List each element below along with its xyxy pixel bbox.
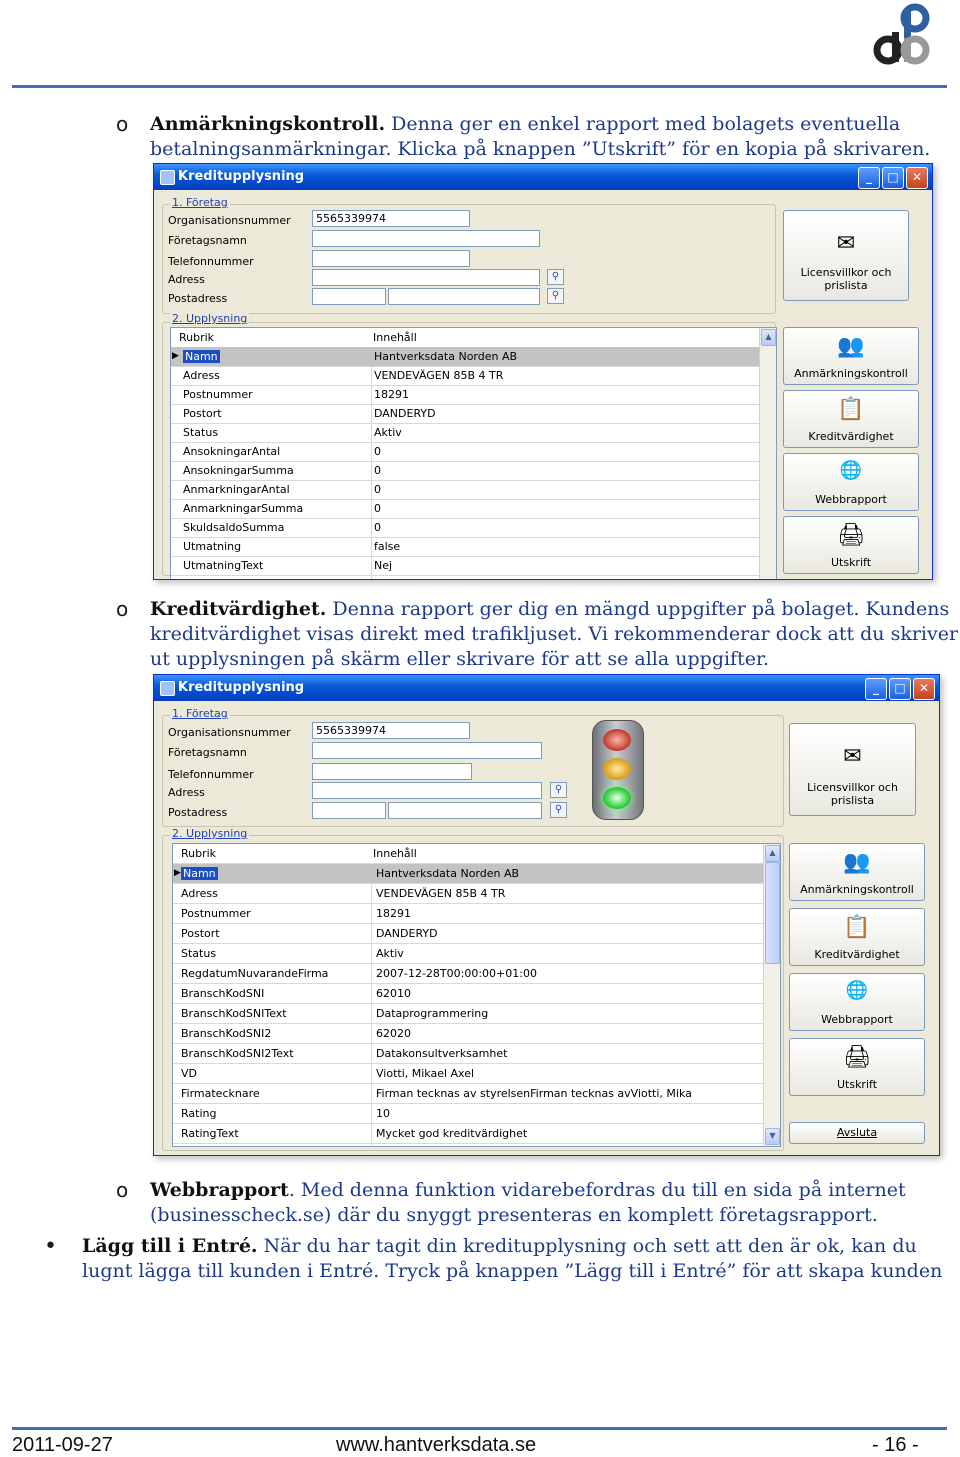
org-number-label: Organisationsnummer bbox=[168, 214, 291, 227]
col-innehall: Innehåll bbox=[373, 331, 417, 344]
printer-icon: 🖨 bbox=[837, 523, 865, 548]
postal-lookup-icon[interactable]: ⚲ bbox=[550, 802, 567, 818]
company-name-label: Företagsnamn bbox=[168, 746, 247, 759]
people-icon: 👥 bbox=[843, 850, 871, 875]
scroll-thumb[interactable] bbox=[765, 862, 780, 964]
paragraph-text: kreditvärdighet visas direkt med trafikljuset. Vi rekommenderar dock att du skriver bbox=[150, 623, 959, 645]
avsluta-button[interactable]: Avsluta bbox=[789, 1122, 925, 1144]
scroll-down-icon[interactable]: ▼ bbox=[765, 1128, 780, 1145]
address-label: Adress bbox=[168, 273, 205, 286]
maximize-button[interactable]: □ bbox=[882, 167, 904, 189]
address-field[interactable] bbox=[312, 782, 542, 799]
phone-label: Telefonnummer bbox=[168, 255, 254, 268]
app-icon bbox=[160, 681, 175, 696]
paragraph-text: . Med denna funktion vidarebefordras du till en sida på internet bbox=[288, 1179, 906, 1201]
globe-icon: 🌐 bbox=[845, 980, 869, 1001]
anmarkningskontroll-button[interactable]: 👥 Anmärkningskontroll bbox=[783, 327, 919, 385]
close-button[interactable]: ✕ bbox=[906, 167, 928, 189]
paragraph-kreditvardighet bbox=[150, 597, 960, 672]
footer-rule bbox=[12, 1427, 947, 1430]
anmarkningskontroll-button[interactable]: 👥 Anmärkningskontroll bbox=[789, 843, 925, 901]
table-row[interactable]: RegdatumNuvarandeFirma 2007-12-28T00:00:00+01:00 bbox=[173, 964, 763, 984]
company-name-field[interactable] bbox=[312, 230, 540, 247]
paragraph-lagg-till bbox=[82, 1234, 952, 1284]
phone-field[interactable] bbox=[312, 250, 470, 267]
paragraph-text: ut upplysningen på skärm eller skrivare för att se alla uppgifter. bbox=[150, 648, 770, 670]
table-row-selected[interactable]: ▶ Namn Hantverksdata Norden AB bbox=[173, 864, 763, 884]
window-title: Kreditupplysning bbox=[178, 169, 305, 184]
row-pointer-icon: ▶ bbox=[172, 351, 179, 361]
grid-scrollbar[interactable] bbox=[759, 328, 776, 580]
heading-lagg-till: Lägg till i Entré. bbox=[82, 1235, 258, 1257]
table-row[interactable]: BranschKodSNI 62010 bbox=[173, 984, 763, 1004]
window-titlebar bbox=[154, 675, 939, 701]
table-row[interactable]: Postnummer 18291 bbox=[173, 904, 763, 924]
footer-url[interactable]: www.hantverksdata.se bbox=[336, 1434, 537, 1456]
header-rule bbox=[12, 85, 947, 88]
table-row[interactable]: Adress VENDEVÄGEN 85B 4 TR bbox=[173, 884, 763, 904]
col-innehall: Innehåll bbox=[373, 847, 417, 860]
paragraph-text: lugnt lägga till kunden i Entré. Tryck på knappen ”Lägg till i Entré” för att skapa kunden bbox=[82, 1260, 943, 1282]
bullet-dot: • bbox=[44, 1234, 57, 1259]
grid-header bbox=[173, 844, 780, 864]
table-row[interactable]: AnsokningarAntal 0 bbox=[171, 442, 759, 462]
bullet-o-2: o bbox=[116, 597, 129, 621]
table-row[interactable]: Postort DANDERYD bbox=[171, 404, 759, 424]
kreditvardighet-button[interactable]: 📋 Kreditvärdighet bbox=[783, 390, 919, 448]
table-row[interactable]: Rating 10 bbox=[173, 1104, 763, 1124]
bullet-o-1: o bbox=[116, 112, 129, 136]
table-row[interactable]: Postnummer 18291 bbox=[171, 385, 759, 405]
paragraph-anmarkning bbox=[150, 112, 950, 162]
row-pointer-icon: ▶ bbox=[174, 868, 181, 878]
heading-webbrapport: Webbrapport bbox=[150, 1179, 289, 1201]
footer-date: 2011-09-27 bbox=[12, 1434, 113, 1456]
table-row[interactable]: BranschKodSNI2Text Datakonsultverksamhet bbox=[173, 1044, 763, 1064]
heading-kreditvardighet: Kreditvärdighet. bbox=[150, 598, 327, 620]
envelope-icon: ✉ bbox=[843, 744, 862, 769]
yellow-lamp bbox=[603, 758, 631, 780]
org-number-label: Organisationsnummer bbox=[168, 726, 291, 739]
bullet-o-3: o bbox=[116, 1178, 129, 1202]
table-row[interactable]: Status Aktiv bbox=[171, 423, 759, 443]
table-row[interactable]: RatingText Mycket god kreditvärdighet bbox=[173, 1124, 763, 1144]
upplysning-group-label: 2. Upplysning bbox=[172, 312, 248, 325]
col-rubrik: Rubrik bbox=[181, 847, 217, 860]
table-row[interactable]: Status Aktiv bbox=[173, 944, 763, 964]
postal-code-field[interactable] bbox=[312, 288, 386, 305]
paragraph-webbrapport bbox=[150, 1178, 950, 1228]
minimize-button[interactable]: _ bbox=[865, 678, 887, 700]
report-icon: 📋 bbox=[843, 915, 871, 940]
webbrapport-button[interactable]: 🌐 Webbrapport bbox=[783, 453, 919, 511]
org-number-field[interactable]: 5565339974 bbox=[312, 210, 470, 227]
licensvillkor-button[interactable]: ✉ Licensvillkor och prislista bbox=[789, 723, 916, 816]
postal-address-label: Postadress bbox=[168, 292, 228, 305]
kreditupplysning-window-1 bbox=[153, 163, 933, 580]
company-logo bbox=[868, 2, 932, 68]
report-icon: 📋 bbox=[837, 397, 865, 422]
table-row[interactable]: Postort DANDERYD bbox=[173, 924, 763, 944]
table-row[interactable]: Firmatecknare Firman tecknas av styrelsenFirman tecknas avViotti, Mika bbox=[173, 1084, 763, 1104]
address-field[interactable] bbox=[312, 269, 540, 286]
table-row[interactable]: Utmatning false bbox=[171, 537, 759, 557]
scroll-up-icon[interactable]: ▲ bbox=[765, 845, 780, 862]
table-row[interactable]: AnsokningarSumma 0 bbox=[171, 461, 759, 481]
postal-address-label: Postadress bbox=[168, 806, 228, 819]
upplysning-group-label: 2. Upplysning bbox=[172, 827, 248, 840]
green-lamp bbox=[603, 787, 631, 809]
paragraph-text: Denna ger en enkel rapport med bolagets eventuella bbox=[385, 113, 901, 135]
kreditupplysning-window-2 bbox=[153, 674, 940, 1156]
upplysning-grid bbox=[170, 327, 777, 580]
grid-scrollbar[interactable] bbox=[763, 844, 780, 1146]
postal-code-field[interactable] bbox=[312, 802, 386, 819]
utskrift-button[interactable]: 🖨 Utskrift bbox=[789, 1038, 925, 1096]
webbrapport-button[interactable]: 🌐 Webbrapport bbox=[789, 973, 925, 1031]
phone-field[interactable] bbox=[312, 763, 472, 780]
minimize-button[interactable]: _ bbox=[858, 167, 880, 189]
upplysning-grid bbox=[172, 843, 781, 1147]
maximize-button[interactable]: □ bbox=[889, 678, 911, 700]
window-title: Kreditupplysning bbox=[178, 680, 305, 695]
postal-city-field[interactable] bbox=[388, 802, 542, 819]
people-icon: 👥 bbox=[837, 334, 865, 359]
heading-anmarkningskontroll: Anmärkningskontroll. bbox=[150, 113, 386, 135]
utskrift-button[interactable]: 🖨 Utskrift bbox=[783, 516, 919, 574]
table-row[interactable]: BranschKodSNIText Dataprogrammering bbox=[173, 1004, 763, 1024]
kreditvardighet-button[interactable]: 📋 Kreditvärdighet bbox=[789, 908, 925, 966]
company-name-field[interactable] bbox=[312, 742, 542, 759]
org-number-field[interactable]: 5565339974 bbox=[312, 722, 470, 739]
app-icon bbox=[160, 170, 175, 185]
red-lamp bbox=[603, 729, 631, 751]
window-titlebar bbox=[154, 164, 932, 190]
grid-header bbox=[171, 328, 776, 348]
postal-lookup-icon[interactable]: ⚲ bbox=[547, 288, 564, 304]
footer-page-number: - 16 - bbox=[872, 1434, 919, 1456]
envelope-icon: ✉ bbox=[836, 231, 856, 256]
table-row[interactable]: VD Viotti, Mikael Axel bbox=[173, 1064, 763, 1084]
col-rubrik: Rubrik bbox=[179, 331, 215, 344]
phone-label: Telefonnummer bbox=[168, 768, 254, 781]
table-row[interactable]: AnmarkningarSumma 0 bbox=[171, 499, 759, 519]
table-row[interactable]: BranschKodSNI2 62020 bbox=[173, 1024, 763, 1044]
address-lookup-icon[interactable]: ⚲ bbox=[547, 269, 564, 285]
paragraph-text: (businesscheck.se) där du snyggt presenteras en komplett företagsrapport. bbox=[150, 1204, 878, 1226]
foretag-group-label: 1. Företag bbox=[172, 196, 228, 209]
table-row[interactable]: AnmarkningarAntal 0 bbox=[171, 480, 759, 500]
table-row-selected[interactable]: ▶ Namn Hantverksdata Norden AB bbox=[171, 347, 759, 367]
scroll-up-icon[interactable]: ▲ bbox=[761, 329, 776, 346]
table-row[interactable]: Adress VENDEVÄGEN 85B 4 TR bbox=[171, 366, 759, 386]
paragraph-text: betalningsanmärkningar. Klicka på knappen ”Utskrift” för en kopia på skrivaren. bbox=[150, 138, 931, 160]
paragraph-text: Denna rapport ger dig en mängd uppgifter på bolaget. Kundens bbox=[326, 598, 950, 620]
printer-icon: 🖨 bbox=[843, 1045, 871, 1070]
foretag-group-label: 1. Företag bbox=[172, 707, 228, 720]
address-label: Adress bbox=[168, 786, 205, 799]
company-name-label: Företagsnamn bbox=[168, 234, 247, 247]
table-row[interactable]: UtmatningText Nej bbox=[171, 556, 759, 576]
traffic-light-icon bbox=[592, 720, 644, 820]
licensvillkor-button[interactable]: ✉ Licensvillkor och prislista bbox=[783, 210, 909, 301]
paragraph-text: När du har tagit din kreditupplysning och sett att den är ok, kan du bbox=[257, 1235, 917, 1257]
globe-icon: 🌐 bbox=[839, 460, 863, 481]
table-row[interactable]: SkuldsaldoSumma 0 bbox=[171, 518, 759, 538]
close-button[interactable]: ✕ bbox=[913, 678, 935, 700]
postal-city-field[interactable] bbox=[388, 288, 540, 305]
address-lookup-icon[interactable]: ⚲ bbox=[550, 782, 567, 798]
